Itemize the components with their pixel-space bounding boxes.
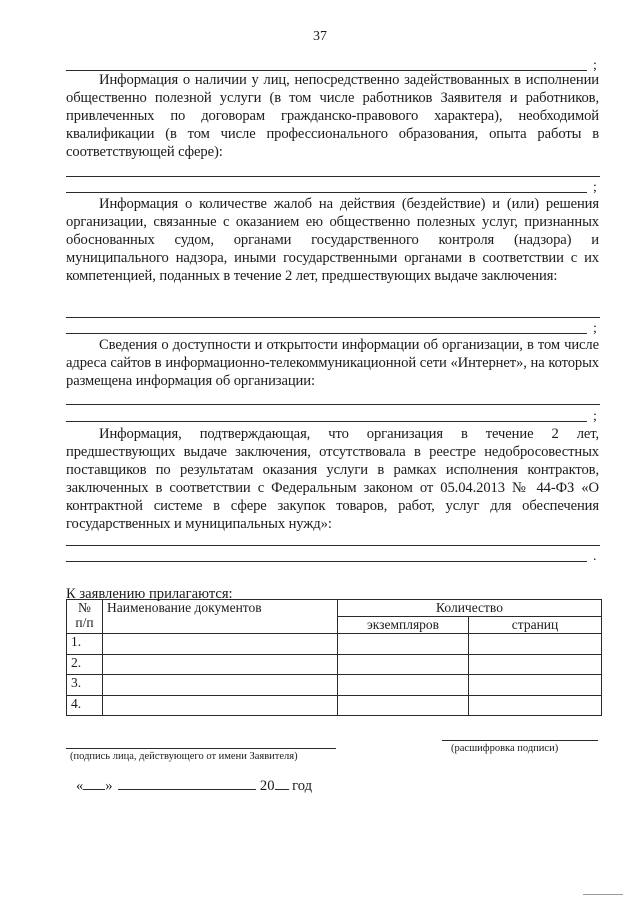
document-name-cell[interactable] (103, 654, 338, 675)
header-document-name: Наименование документов (103, 600, 338, 634)
pages-cell[interactable] (469, 654, 602, 675)
signature-line[interactable] (66, 748, 336, 749)
row-number: 2. (67, 654, 103, 675)
pages-cell[interactable] (469, 695, 602, 716)
row-number: 3. (67, 675, 103, 696)
fill-line[interactable] (66, 545, 600, 546)
pages-cell[interactable] (469, 634, 602, 655)
fill-line[interactable] (66, 561, 587, 562)
paragraph-unfair-suppliers: Информация, подтверждающая, что организация в течение 2 лет, предшествующих выдаче заключения, отсутствовала в реестре недобросовестных поставщиков по результатам оказания услуги в рамках исполнения контрактов, заключенных в соответствии с Федеральным законом от 05.04.2013 № 44-ФЗ «О контрактной системе в сфере закупок товаров, работ, услуг для обеспечения государственных и муниципальных нужд»: (66, 426, 599, 532)
fill-line[interactable] (66, 333, 587, 334)
table-row (67, 634, 602, 655)
year-field[interactable] (275, 776, 289, 790)
attachments-caption: К заявлению прилагаются: (66, 586, 233, 602)
page-number: 37 (313, 29, 327, 44)
copies-cell[interactable] (338, 634, 469, 655)
line-end-semicolon: ; (593, 409, 597, 424)
document-name-cell[interactable] (103, 634, 338, 655)
copies-cell[interactable] (338, 654, 469, 675)
attachments-table (66, 599, 602, 716)
line-end-period: . (593, 549, 597, 564)
day-field[interactable] (83, 776, 105, 790)
year-label: год (292, 778, 313, 794)
fill-line[interactable] (66, 176, 600, 177)
document-name-cell[interactable] (103, 695, 338, 716)
header-number: № п/п (67, 600, 103, 634)
copies-cell[interactable] (338, 675, 469, 696)
fill-line[interactable] (66, 192, 587, 193)
header-pages: страниц (469, 617, 602, 634)
fill-line[interactable] (66, 317, 600, 318)
date-close-quote: » (105, 778, 113, 794)
header-quantity: Количество (338, 600, 602, 617)
decoding-caption: (расшифровка подписи) (451, 743, 559, 754)
row-number: 1. (67, 634, 103, 655)
line-end-semicolon: ; (593, 58, 597, 73)
paragraph-complaints: Информация о количестве жалоб на действия (бездействие) и (или) решения организации, связанные с оказанием ею общественно полезных услуг, признанных обоснованных судом, органами государственного контроля (надзора) и муниципального надзора, иными государственными органами в соответствии с их компетенцией, поданных в течение 2 лет, предшествующих выдаче заключения: (66, 196, 599, 284)
year-prefix: 20 (259, 778, 275, 794)
fill-line[interactable] (66, 421, 587, 422)
date-line (76, 776, 312, 795)
fill-line[interactable] (66, 404, 600, 405)
date-open-quote: « (76, 778, 84, 794)
paragraph-qualified-staff: Информация о наличии у лиц, непосредственно задействованных в исполнении общественно полезной услуги (в том числе работников Заявителя и работников, привлеченных по договорам гражданско-правового характера), необходимой квалификации (в том числе профессионального образования, опыта работы в соответствующей сфере): (66, 72, 599, 160)
table-row (67, 695, 602, 716)
signature-decoding-line[interactable] (442, 740, 598, 741)
line-end-semicolon: ; (593, 180, 597, 195)
paragraph-availability: Сведения о доступности и открытости информации об организации, в том числе адреса сайтов в информационно-телекоммуникационной сети «Интернет», на которых размещена информация об организации: (66, 337, 599, 389)
line-end-semicolon: ; (593, 321, 597, 336)
document-name-cell[interactable] (103, 675, 338, 696)
pages-cell[interactable] (469, 675, 602, 696)
signer-caption: (подпись лица, действующего от имени Заявителя) (70, 751, 298, 762)
table-row (67, 654, 602, 675)
month-field[interactable] (118, 776, 256, 790)
table-row (67, 675, 602, 696)
footer-line (583, 894, 623, 895)
header-copies: экземпляров (338, 617, 469, 634)
copies-cell[interactable] (338, 695, 469, 716)
row-number: 4. (67, 695, 103, 716)
